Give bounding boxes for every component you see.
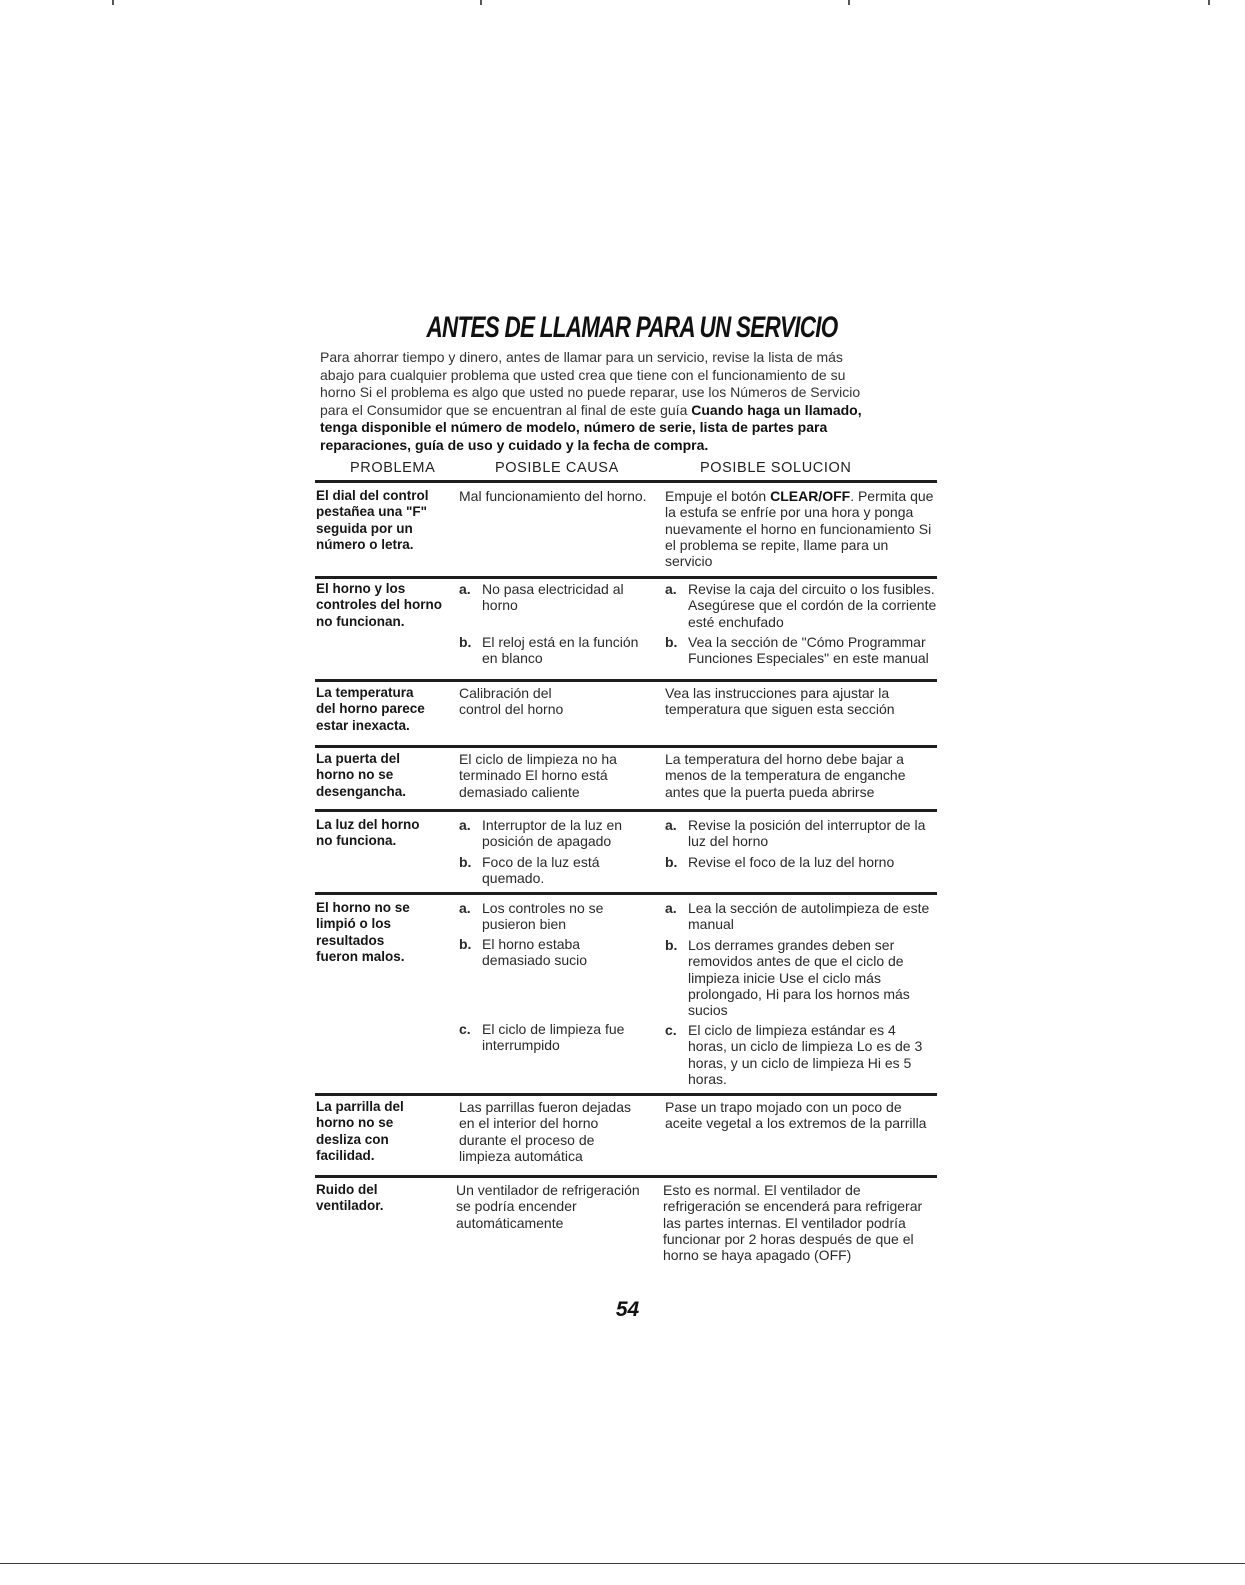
cause-line: Calibración del — [459, 685, 552, 701]
problem-line: Ruido del — [316, 1182, 378, 1197]
solution-line: las partes internas. El ventilador podría — [663, 1214, 906, 1231]
item-label: a. — [459, 581, 471, 597]
cause-line: se podría encender — [456, 1198, 577, 1215]
cause-cell — [459, 685, 563, 718]
item-label: b. — [665, 937, 678, 953]
item-text — [688, 937, 910, 1018]
solution-line: luz del horno — [688, 833, 769, 850]
item-label: b. — [459, 936, 472, 952]
item-text — [688, 634, 929, 667]
row-divider — [315, 892, 937, 895]
page-title — [317, 313, 947, 348]
problem-line: número o letra. — [316, 536, 414, 552]
scan-mark — [848, 0, 850, 5]
item-label: c. — [665, 1022, 677, 1038]
solution-line: Revise el foco de la luz del horno — [688, 854, 895, 870]
solution-line: prolongado, Hi para los hornos más — [688, 985, 910, 1002]
solution-line: Lea la sección de autolimpieza de este — [688, 900, 930, 916]
problem-line: desengancha. — [316, 783, 407, 799]
item-text — [482, 1021, 624, 1054]
solution-line: removidos antes de que el ciclo de — [688, 953, 904, 970]
item-text — [482, 936, 587, 969]
problem-cell — [316, 1099, 404, 1164]
cause-line: Un ventilador de refrigeración — [456, 1182, 640, 1198]
solution-line: La temperatura del horno debe bajar a — [665, 751, 904, 767]
page-number: 54 — [615, 1298, 640, 1321]
cause-line: No pasa electricidad al — [482, 581, 624, 597]
problem-cell — [316, 488, 429, 553]
column-header-posible-causa: POSIBLE CAUSA — [495, 460, 619, 476]
intro-line: horno Si el problema es algo que usted no puede reparar, use los Números de Servicio — [320, 384, 861, 401]
solution-cell — [665, 488, 933, 569]
cause-line: durante el proceso de — [459, 1131, 595, 1148]
cause-line: demasiado caliente — [459, 783, 580, 800]
cause-line: posición de apagado — [482, 833, 612, 850]
item-label: b. — [459, 854, 472, 870]
solution-line: Revise la posición del interruptor de la — [688, 817, 926, 833]
scan-edge-line — [0, 1563, 1245, 1564]
solution-line — [665, 488, 933, 504]
item-label: b. — [459, 634, 472, 650]
problem-line: horno no se — [316, 767, 394, 783]
scan-mark — [480, 0, 482, 5]
solution-line: El ciclo de limpieza estándar es 4 — [688, 1022, 896, 1038]
clear-off-key-label: CLEAR/OFF — [770, 488, 851, 504]
problem-line: La parrilla del — [316, 1099, 404, 1114]
problem-line: horno no se — [316, 1115, 394, 1131]
solution-line: manual — [688, 916, 734, 933]
item-text — [482, 634, 638, 667]
cause-line: Interruptor de la luz en — [482, 817, 623, 833]
item-label: b. — [665, 634, 678, 650]
item-text — [482, 817, 622, 850]
problem-line: La temperatura — [316, 685, 414, 700]
solution-line: Funciones Especiales" en este manual — [688, 650, 929, 667]
cause-line: El reloj está en la función — [482, 634, 639, 650]
intro-text: para el Consumidor que se encuentran al final de este guía — [320, 401, 692, 418]
solution-line: esté enchufado — [688, 613, 784, 630]
column-header-problema: PROBLEMA — [350, 460, 436, 476]
solution-cell — [665, 1099, 926, 1132]
row-divider — [315, 679, 937, 682]
cause-line: quemado. — [482, 870, 545, 887]
cause-line: El ciclo de limpieza fue — [482, 1021, 625, 1037]
problem-line: El horno no se — [316, 900, 410, 915]
problem-line: controles del horno — [316, 597, 443, 613]
cause-line: en el interior del horno — [459, 1115, 599, 1132]
item-label: a. — [665, 900, 677, 916]
cause-cell — [459, 1099, 631, 1164]
item-label: a. — [459, 900, 471, 916]
problem-line: fueron malos. — [316, 948, 405, 964]
cause-line: Las parrillas fueron dejadas — [459, 1099, 631, 1115]
scan-mark — [112, 0, 114, 5]
problem-line: del horno parece — [316, 701, 425, 717]
solution-line: limpieza inicie Use el ciclo más — [688, 969, 881, 986]
problem-cell — [316, 685, 425, 734]
solution-line: funcionar por 2 horas después de que el — [663, 1230, 914, 1247]
intro-bold-line: tenga disponible el número de modelo, número de serie, lista de partes para — [320, 419, 828, 436]
cause-cell — [459, 751, 617, 800]
item-text — [482, 581, 624, 614]
solution-line: Pase un trapo mojado con un poco de — [665, 1099, 902, 1115]
solution-cell — [665, 751, 906, 800]
cause-line: Los controles no se — [482, 900, 604, 916]
row-divider — [315, 745, 937, 748]
problem-line: desliza con — [316, 1131, 389, 1147]
row-divider — [315, 576, 937, 579]
problem-cell — [316, 1182, 384, 1215]
cause-line: Foco de la luz está — [482, 854, 600, 870]
item-text — [688, 581, 936, 630]
solution-line: servicio — [665, 553, 713, 570]
problem-line: La luz del horno — [316, 817, 420, 832]
row-divider — [315, 1093, 937, 1096]
item-label: a. — [459, 817, 471, 833]
row-divider — [315, 809, 937, 812]
solution-line: temperatura que siguen esta sección — [665, 701, 895, 718]
problem-line: seguida por un — [316, 520, 413, 536]
solution-line: la estufa se enfríe por una hora y ponga — [665, 504, 914, 521]
cause-line: terminado El horno está — [459, 767, 608, 784]
solution-line: Asegúrese que el cordón de la corriente — [688, 597, 937, 614]
solution-cell — [665, 685, 895, 718]
item-text — [688, 900, 929, 933]
solution-line: Vea las instrucciones para ajustar la — [665, 685, 890, 701]
item-text — [688, 817, 925, 850]
item-text — [688, 854, 894, 870]
cause-line: pusieron bien — [482, 916, 567, 933]
solution-line: horno se haya apagado (OFF) — [663, 1247, 852, 1264]
problem-line: resultados — [316, 932, 385, 948]
problem-line: estar inexacta. — [316, 717, 410, 733]
intro-paragraph — [320, 349, 862, 455]
solution-text: . Permita que — [850, 488, 934, 504]
solution-line: aceite vegetal a los extremos de la parrilla — [665, 1115, 927, 1132]
solution-line: horas, un ciclo de limpieza Lo es de 3 — [688, 1038, 923, 1055]
solution-line: horas, y un ciclo de limpieza Hi es 5 — [688, 1054, 912, 1071]
scan-mark — [1208, 0, 1210, 5]
problem-line: limpió o los — [316, 916, 392, 932]
item-text — [482, 900, 603, 933]
solution-cell — [663, 1182, 922, 1263]
solution-line: menos de la temperatura de enganche — [665, 767, 906, 784]
problem-line: facilidad. — [316, 1147, 375, 1163]
problem-line: La puerta del — [316, 751, 401, 766]
header-rule — [315, 480, 937, 483]
item-label: b. — [665, 854, 678, 870]
item-label: a. — [665, 817, 677, 833]
intro-line: Para ahorrar tiempo y dinero, antes de llamar para un servicio, revise la lista de más — [320, 349, 843, 365]
problem-cell — [316, 817, 420, 850]
item-text — [482, 854, 600, 887]
row-divider — [315, 1175, 937, 1178]
solution-line: refrigeración se encenderá para refrigerar — [663, 1198, 923, 1215]
problem-cell — [316, 751, 406, 800]
problem-line: El dial del control — [316, 488, 429, 503]
cause-line: interrumpido — [482, 1037, 560, 1054]
problem-cell — [316, 581, 442, 630]
item-label: c. — [459, 1021, 471, 1037]
intro-line: abajo para cualquier problema que usted crea que tiene con el funcionamiento de su — [320, 366, 846, 383]
cause-line: en blanco — [482, 650, 543, 667]
problem-line: no funcionan. — [316, 613, 405, 629]
solution-line: sucios — [688, 1002, 728, 1019]
solution-line: el problema se repite, llame para un — [665, 536, 889, 553]
cause-line: limpieza automática — [459, 1147, 583, 1164]
cause-line: horno — [482, 597, 518, 614]
column-header-posible-solucion: POSIBLE SOLUCION — [700, 460, 852, 476]
solution-line: Esto es normal. El ventilador de — [663, 1182, 861, 1198]
cause-line: automáticamente — [456, 1214, 564, 1231]
cause-line: Mal funcionamiento del horno. — [459, 488, 647, 504]
item-text — [688, 1022, 922, 1087]
solution-line: Vea la sección de "Cómo Programmar — [688, 634, 926, 650]
solution-text: Empuje el botón — [665, 488, 771, 504]
problem-cell — [316, 900, 410, 965]
solution-line: nuevamente el horno en funcionamiento Si — [665, 520, 932, 537]
problem-line: pestañea una "F" — [316, 504, 428, 520]
solution-line: Revise la caja del circuito o los fusibles. — [688, 581, 935, 597]
solution-line: horas. — [688, 1070, 727, 1087]
item-label: a. — [665, 581, 677, 597]
solution-line: antes que la puerta pueda abrirse — [665, 783, 875, 800]
cause-cell — [456, 1182, 640, 1231]
intro-bold-text: Cuando haga un llamado, — [691, 401, 862, 418]
cause-line: demasiado sucio — [482, 952, 588, 969]
intro-bold-line: reparaciones, guía de uso y cuidado y la fecha de compra. — [320, 436, 709, 453]
problem-line: no funciona. — [316, 833, 397, 849]
page-title-text: ANTES DE LLAMAR PARA UN SERVICIO — [426, 311, 838, 344]
problem-line: El horno y los — [316, 581, 406, 596]
solution-line: Los derrames grandes deben ser — [688, 937, 895, 953]
cause-line: El horno estaba — [482, 936, 581, 952]
cause-cell — [459, 488, 647, 504]
intro-line — [320, 402, 862, 420]
cause-line: El ciclo de limpieza no ha — [459, 751, 617, 767]
cause-line: control del horno — [459, 701, 564, 718]
problem-line: ventilador. — [316, 1198, 384, 1214]
